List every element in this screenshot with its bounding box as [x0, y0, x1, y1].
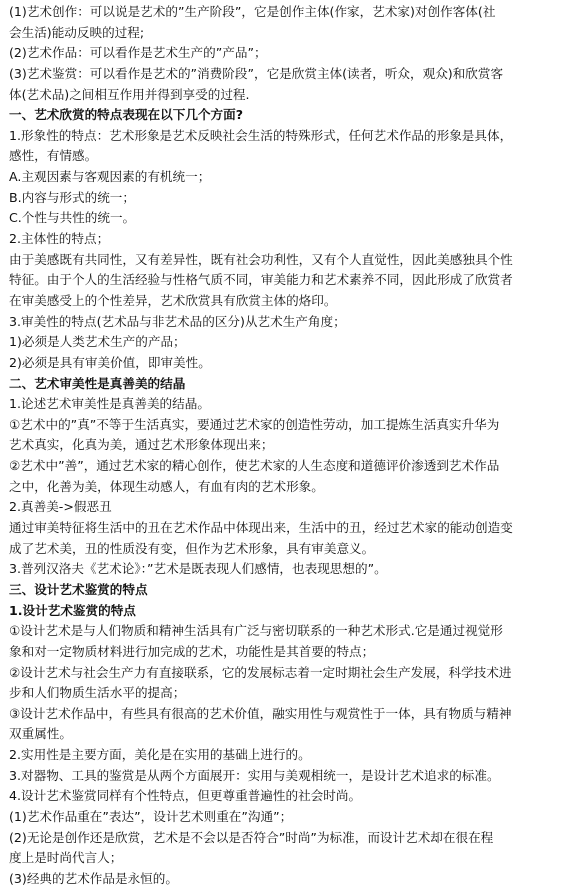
text-line: (3)艺术鉴赏：可以看作是艺术的”消费阶段”，它是欣赏主体(读者，听众，观众)和欣赏客 — [9, 65, 504, 81]
text-line: 4.设计艺术鉴赏同样有个性特点，但更尊重普遍性的社会时尚。 — [9, 788, 362, 804]
text-line: 3.审美性的特点(艺术品与非艺术品的区分)从艺术生产角度； — [9, 313, 346, 329]
text-line: 2.真善美->假恶丑 — [9, 499, 112, 515]
text-line: 在审美感受上的个性差异，艺术欣赏具有欣赏主体的烙印。 — [9, 292, 337, 308]
text-line: ③设计艺术作品中，有些具有很高的艺术价值，融实用性与观赏性于一体，具有物质与精神 — [9, 705, 512, 721]
text-line: 1)必须是人类艺术生产的产品； — [9, 334, 186, 350]
text-line: ①艺术中的”真”不等于生活真实，要通过艺术家的创造性劳动，加工提炼生活真实升华为 — [9, 416, 500, 432]
text-line: 1.论述艺术审美性是真善美的结晶。 — [9, 396, 210, 412]
section-heading-line: 1.设计艺术鉴赏的特点 — [9, 602, 136, 618]
text-line: 3.普列汉洛夫《艺术论》：”艺术是既表现人们感情，也表现思想的”。 — [9, 561, 387, 577]
text-line: (2)艺术作品：可以看作是艺术生产的”产品”； — [9, 45, 267, 61]
section-heading-line: 二、艺术审美性是真善美的结晶 — [9, 375, 186, 391]
section-heading-line: 一、艺术欣赏的特点表现在以下几个方面? — [9, 107, 243, 123]
text-line: ②设计艺术与社会生产力有直接联系，它的发展标志着一定时期社会生产发展，科学技术进 — [9, 664, 512, 680]
text-line: B.内容与形式的统一； — [9, 189, 135, 205]
text-line: (3)经典的艺术作品是永恒的。 — [9, 870, 178, 886]
text-line: 3.对器物、工具的鉴赏是从两个方面展开：实用与美观相统一，是设计艺术追求的标准。 — [9, 767, 500, 783]
text-line: C.个性与共性的统一。 — [9, 210, 136, 226]
text-line: 2.主体性的特点； — [9, 231, 110, 247]
text-line: 艺术真实，化真为美，通过艺术形象体现出来； — [9, 437, 274, 453]
text-line: 象和对一定物质材料进行加完成的艺术，功能性是其首要的特点； — [9, 643, 375, 659]
text-line: 特征。由于个人的生活经验与性格气质不同，审美能力和艺术素养不同，因此形成了欣赏者 — [9, 272, 513, 288]
text-line: (1)艺术作品重在”表达”，设计艺术则重在”沟通”； — [9, 808, 293, 824]
document-body — [9, 2, 561, 890]
text-line: ①设计艺术是与人们物质和精神生活具有广泛与密切联系的一种艺术形式.它是通过视觉形 — [9, 623, 503, 639]
text-line: 2)必须是具有审美价值，即审美性。 — [9, 354, 211, 370]
text-line: 2.实用性是主要方面，美化是在实用的基础上进行的。 — [9, 747, 311, 763]
text-line: 1.形象性的特点：艺术形象是艺术反映社会生活的特殊形式，任何艺术作品的形象是具体， — [9, 127, 513, 143]
text-line: 双重属性。 — [9, 726, 72, 742]
text-line: 体(艺术品)之间相互作用并得到享受的过程. — [9, 86, 250, 102]
text-line: 通过审美特征将生活中的丑在艺术作品中体现出来，生活中的丑，经过艺术家的能动创造变 — [9, 520, 513, 536]
section-heading-line: 三、设计艺术鉴赏的特点 — [9, 581, 148, 597]
text-line: ②艺术中”善”，通过艺术家的精心创作，使艺术家的人生态度和道德评价渗透到艺术作品 — [9, 458, 500, 474]
text-line: 会生活)能动反映的过程; — [9, 24, 145, 40]
text-line: (2)无论是创作还是欣赏，艺术是不会以是否符合”时尚”为标准，而设计艺术却在很在程 — [9, 829, 494, 845]
text-line: 成了艺术美，丑的性质没有变，但作为艺术形象，具有审美意义。 — [9, 540, 375, 556]
text-line: A.主观因素与客观因素的有机统一； — [9, 169, 211, 185]
text-line: 步和人们物质生活水平的提高； — [9, 685, 186, 701]
text-line: 度上是时尚代言人； — [9, 850, 123, 866]
text-line: 之中，化善为美，体现生动感人，有血有肉的艺术形象。 — [9, 478, 324, 494]
text-line: 由于美感既有共同性，又有差异性，既有社会功利性，又有个人直觉性，因此美感独具个性 — [9, 251, 513, 267]
text-line: 感性，有情感。 — [9, 148, 98, 164]
text-line: (1)艺术创作：可以说是艺术的”生产阶段”，它是创作主体(作家，艺术家)对创作客体(社 — [9, 4, 496, 19]
